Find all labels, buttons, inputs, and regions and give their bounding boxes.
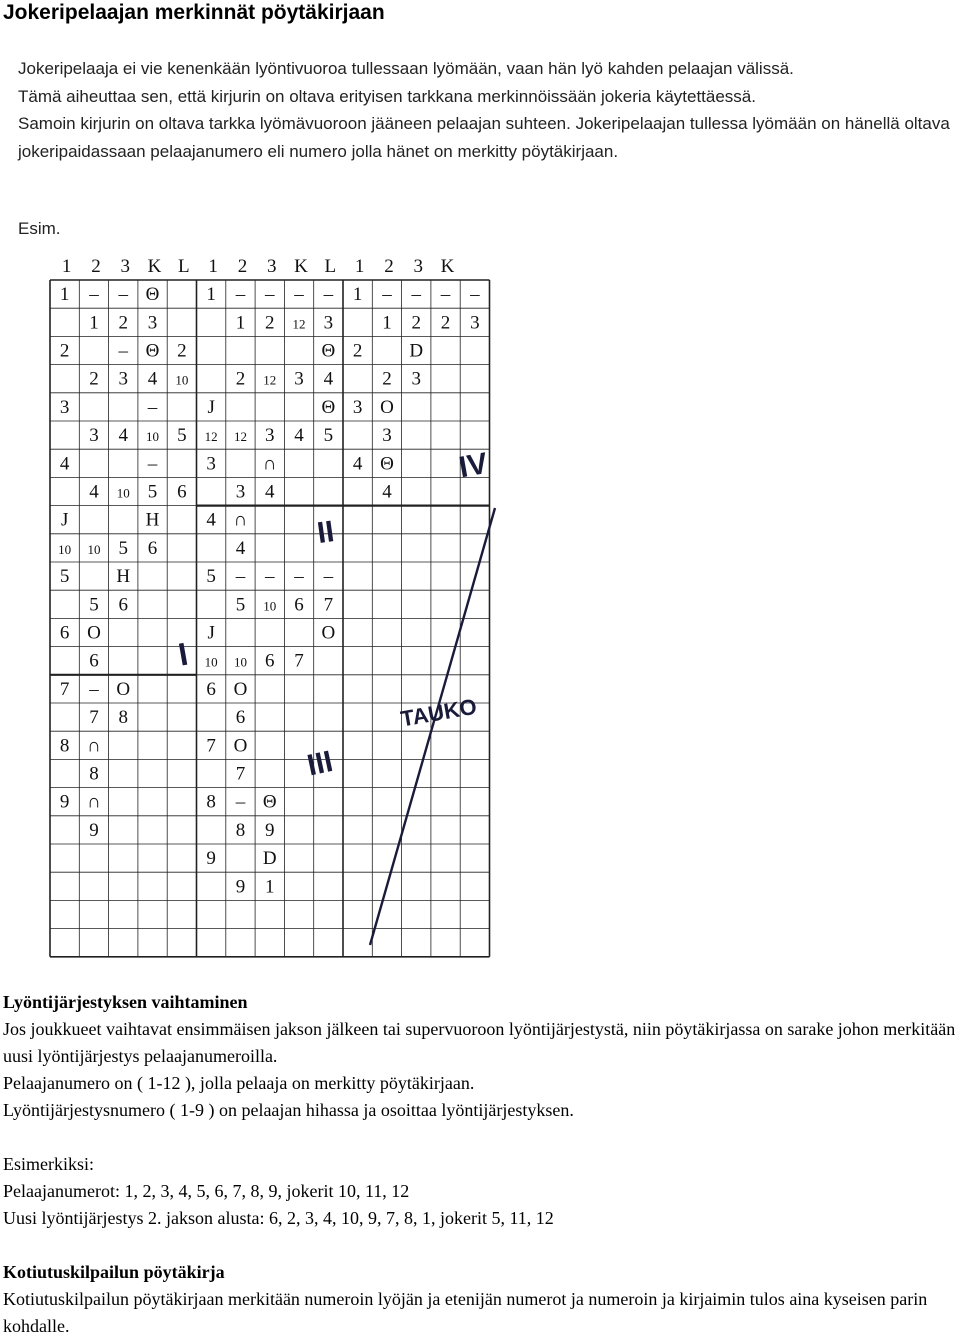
cell-mark: – xyxy=(147,453,158,475)
header-label: 1 xyxy=(208,256,218,277)
scoresheet-image xyxy=(40,250,510,960)
cell-mark: 5 xyxy=(235,594,246,616)
cell-mark: 10 xyxy=(116,485,130,501)
cell-mark: 2 xyxy=(118,312,128,334)
cell-mark: 5 xyxy=(206,566,216,588)
cell-mark: Θ xyxy=(262,791,277,813)
scoresheet-header xyxy=(62,256,455,277)
cell-mark: 8 xyxy=(59,735,70,757)
cell-mark: 1 xyxy=(206,284,216,306)
cell-mark: 3 xyxy=(294,368,304,390)
cell-mark: 8 xyxy=(235,819,246,841)
cell-mark: J xyxy=(207,396,215,418)
example-line: Uusi lyöntijärjestys 2. jakson alusta: 6, 2, 3, 4, 10, 9, 7, 8, 1, jokerit 5, 11, 12 xyxy=(3,1208,554,1228)
cell-mark: O xyxy=(233,678,248,700)
cell-mark: 3 xyxy=(265,425,275,447)
cell-mark: D xyxy=(262,848,277,870)
cell-mark: 10 xyxy=(175,372,189,388)
cell-mark: 2 xyxy=(382,368,392,390)
header-label: K xyxy=(440,256,455,277)
cell-mark: 2 xyxy=(440,312,451,334)
cell-mark: 6 xyxy=(118,594,128,616)
cell-mark: 5 xyxy=(147,481,158,503)
cell-mark: 6 xyxy=(89,650,99,672)
section-heading: Kotiutuskilpailun pöytäkirja xyxy=(3,1262,225,1282)
cell-mark: 4 xyxy=(265,481,275,503)
cell-mark: Θ xyxy=(380,453,394,475)
cell-mark: – xyxy=(118,340,128,362)
cell-mark: 10 xyxy=(263,598,277,614)
cell-mark: 3 xyxy=(206,453,216,475)
example-line: Pelaajanumerot: 1, 2, 3, 4, 5, 6, 7, 8, 9, jokerit 10, 11, 12 xyxy=(3,1181,410,1201)
cell-mark: 10 xyxy=(233,654,247,670)
cell-mark: O xyxy=(87,622,101,644)
cell-mark: – xyxy=(470,284,480,306)
cell-mark: 7 xyxy=(206,735,216,757)
cell-mark: Θ xyxy=(321,340,336,362)
cell-mark: 2 xyxy=(89,368,99,390)
header-label: L xyxy=(324,256,337,277)
header-label: 2 xyxy=(237,256,248,277)
batting-order-section xyxy=(3,989,960,1340)
header-label: 3 xyxy=(413,256,423,277)
cell-mark: 1 xyxy=(382,312,392,334)
cell-mark: 4 xyxy=(89,481,99,503)
cell-mark: 3 xyxy=(411,368,421,390)
inning-break-stroke xyxy=(370,508,495,945)
cell-mark: – xyxy=(265,566,275,588)
example-label: Esim. xyxy=(18,219,61,238)
cell-mark: 3 xyxy=(382,425,392,447)
cell-mark: Θ xyxy=(321,396,336,418)
cell-mark: 2 xyxy=(177,340,187,362)
cell-mark: – xyxy=(440,284,451,306)
cell-mark: 9 xyxy=(265,819,275,841)
annotation-text: I xyxy=(175,635,191,673)
cell-mark: 2 xyxy=(265,312,275,334)
cell-mark: 5 xyxy=(89,594,99,616)
cell-mark: – xyxy=(382,284,392,306)
section-heading: Lyöntijärjestyksen vaihtaminen xyxy=(3,992,248,1012)
header-label: 1 xyxy=(61,256,72,277)
cell-mark: 10 xyxy=(146,429,160,445)
cell-mark: – xyxy=(265,284,275,306)
cell-mark: 6 xyxy=(294,594,304,616)
header-label: L xyxy=(178,256,190,277)
cell-mark: 6 xyxy=(235,707,246,729)
cell-mark: 5 xyxy=(118,537,128,559)
cell-mark: 12 xyxy=(292,316,306,332)
header-label: 2 xyxy=(384,256,394,277)
cell-mark: 1 xyxy=(89,312,99,334)
header-label: 2 xyxy=(91,256,101,277)
cell-mark: 2 xyxy=(235,368,246,390)
cell-mark: ∩ xyxy=(262,453,277,475)
cell-mark: 4 xyxy=(352,453,363,475)
cell-mark: 7 xyxy=(294,650,304,672)
cell-mark: 7 xyxy=(323,594,334,616)
cell-mark: 6 xyxy=(59,622,70,644)
cell-mark: – xyxy=(235,284,246,306)
cell-mark: 2 xyxy=(352,340,363,362)
cell-mark: ∩ xyxy=(87,791,101,813)
cell-mark: J xyxy=(207,622,215,644)
cell-mark: 1 xyxy=(265,876,275,898)
header-label: K xyxy=(147,256,162,277)
section-text: Jos joukkueet vaihtavat ensimmäisen jakson jälkeen tai supervuoroon lyöntijärjestystä, niin pöytäkirjassa on sarake johon merkitään uusi lyöntijärjestys pelaajanumeroilla. xyxy=(3,1019,956,1066)
page-title: Jokeripelaajan merkinnät pöytäkirjaan xyxy=(3,1,385,24)
cell-mark: 4 xyxy=(235,537,246,559)
cell-mark: 4 xyxy=(382,481,392,503)
example-heading: Esimerkiksi: xyxy=(3,1154,94,1174)
cell-mark: – xyxy=(294,566,304,588)
cell-mark: – xyxy=(294,284,304,306)
cell-mark: – xyxy=(89,284,99,306)
section-text: Lyöntijärjestysnumero ( 1-9 ) on pelaajan hihassa ja osoittaa lyöntijärjestyksen. xyxy=(3,1100,574,1120)
cell-mark: – xyxy=(89,678,99,700)
cell-mark: 8 xyxy=(89,763,99,785)
cell-mark: 3 xyxy=(147,312,158,334)
cell-mark: 5 xyxy=(177,425,187,447)
cell-mark: D xyxy=(409,340,424,362)
intro-text xyxy=(18,55,953,165)
cell-mark: 12 xyxy=(233,429,247,445)
cell-mark: 10 xyxy=(204,654,218,670)
cell-mark: 4 xyxy=(323,368,334,390)
cell-mark: J xyxy=(60,509,69,531)
cell-mark: ∩ xyxy=(87,735,101,757)
cell-mark: Θ xyxy=(145,284,160,306)
cell-mark: ∩ xyxy=(233,509,248,531)
cell-mark: 10 xyxy=(58,541,72,557)
header-label: 1 xyxy=(354,256,365,277)
cell-mark: 4 xyxy=(118,425,128,447)
cell-mark: 6 xyxy=(147,537,158,559)
cell-mark: 10 xyxy=(87,541,101,557)
cell-mark: H xyxy=(145,509,160,531)
cell-mark: O xyxy=(380,396,394,418)
annotation-text: IV xyxy=(456,446,491,485)
cell-mark: 1 xyxy=(352,284,363,306)
cell-mark: 12 xyxy=(263,372,277,388)
cell-mark: 1 xyxy=(59,284,70,306)
cell-mark: 3 xyxy=(323,312,334,334)
intro-paragraph: Tämä aiheuttaa sen, että kirjurin on oltava erityisen tarkkana merkinnöissään jokeria käytettäessä. xyxy=(18,86,756,106)
cell-mark: O xyxy=(233,735,248,757)
cell-mark: 3 xyxy=(235,481,246,503)
cell-mark: – xyxy=(118,284,128,306)
cell-mark: 8 xyxy=(118,707,128,729)
scoresheet-annotations xyxy=(176,447,495,945)
cell-mark: 12 xyxy=(204,429,218,445)
cell-mark: 4 xyxy=(294,425,304,447)
section-text: Pelaajanumero on ( 1-12 ), jolla pelaaja on merkitty pöytäkirjaan. xyxy=(3,1073,475,1093)
section-text: Kotiutuskilpailun pöytäkirjaan merkitään numeroin lyöjän ja etenijän numerot ja numeroin ja kirjaimin tulos aina kyseisen parin kohdalle. xyxy=(3,1289,928,1336)
cell-mark: O xyxy=(321,622,336,644)
cell-mark: – xyxy=(323,566,334,588)
cell-mark: H xyxy=(116,566,131,588)
header-label: K xyxy=(294,256,308,277)
annotation-text: II xyxy=(315,515,337,551)
cell-mark: 5 xyxy=(323,425,334,447)
cell-mark: 3 xyxy=(470,312,480,334)
cell-mark: 6 xyxy=(177,481,187,503)
cell-mark: O xyxy=(116,678,131,700)
cell-mark: 7 xyxy=(59,678,70,700)
cell-mark: 9 xyxy=(59,791,70,813)
cell-mark: 4 xyxy=(147,368,158,390)
intro-paragraph: Samoin kirjurin on oltava tarkka lyömävuoroon jääneen pelaajan suhteen. Jokeripelaajan tullessa lyömään on hänellä oltava jokeripaidassaan pelaajanumero eli numero jolla hänet on merkitty pöytäkirjaan. xyxy=(18,114,950,161)
cell-mark: 2 xyxy=(59,340,70,362)
cell-mark: 7 xyxy=(89,707,99,729)
cell-mark: – xyxy=(323,284,334,306)
header-label: 3 xyxy=(120,256,130,277)
cell-mark: 4 xyxy=(206,509,216,531)
cell-mark: 8 xyxy=(206,791,216,813)
cell-mark: Θ xyxy=(145,340,160,362)
cell-mark: 6 xyxy=(265,650,275,672)
cell-mark: 5 xyxy=(59,566,70,588)
cell-mark: 3 xyxy=(352,396,363,418)
intro-paragraph: Jokeripelaaja ei vie kenenkään lyöntivuoroa tullessaan lyömään, vaan hän lyö kahden pelaajan välissä. xyxy=(18,59,794,78)
cell-mark: 2 xyxy=(411,312,421,334)
cell-mark: – xyxy=(411,284,421,306)
scoresheet-cells xyxy=(58,284,480,897)
cell-mark: 3 xyxy=(59,396,70,418)
cell-mark: 7 xyxy=(235,763,246,785)
cell-mark: 3 xyxy=(118,368,128,390)
annotation-text: TAUKO xyxy=(398,693,479,732)
header-label: 3 xyxy=(267,256,277,277)
cell-mark: 9 xyxy=(89,819,99,841)
cell-mark: 1 xyxy=(235,312,246,334)
cell-mark: 9 xyxy=(235,876,246,898)
cell-mark: – xyxy=(235,791,246,813)
cell-mark: – xyxy=(235,566,246,588)
cell-mark: 3 xyxy=(89,425,99,447)
annotation-text: III xyxy=(304,744,336,783)
cell-mark: – xyxy=(147,396,158,418)
cell-mark: 6 xyxy=(206,678,216,700)
cell-mark: 4 xyxy=(59,453,70,475)
cell-mark: 9 xyxy=(206,848,216,870)
